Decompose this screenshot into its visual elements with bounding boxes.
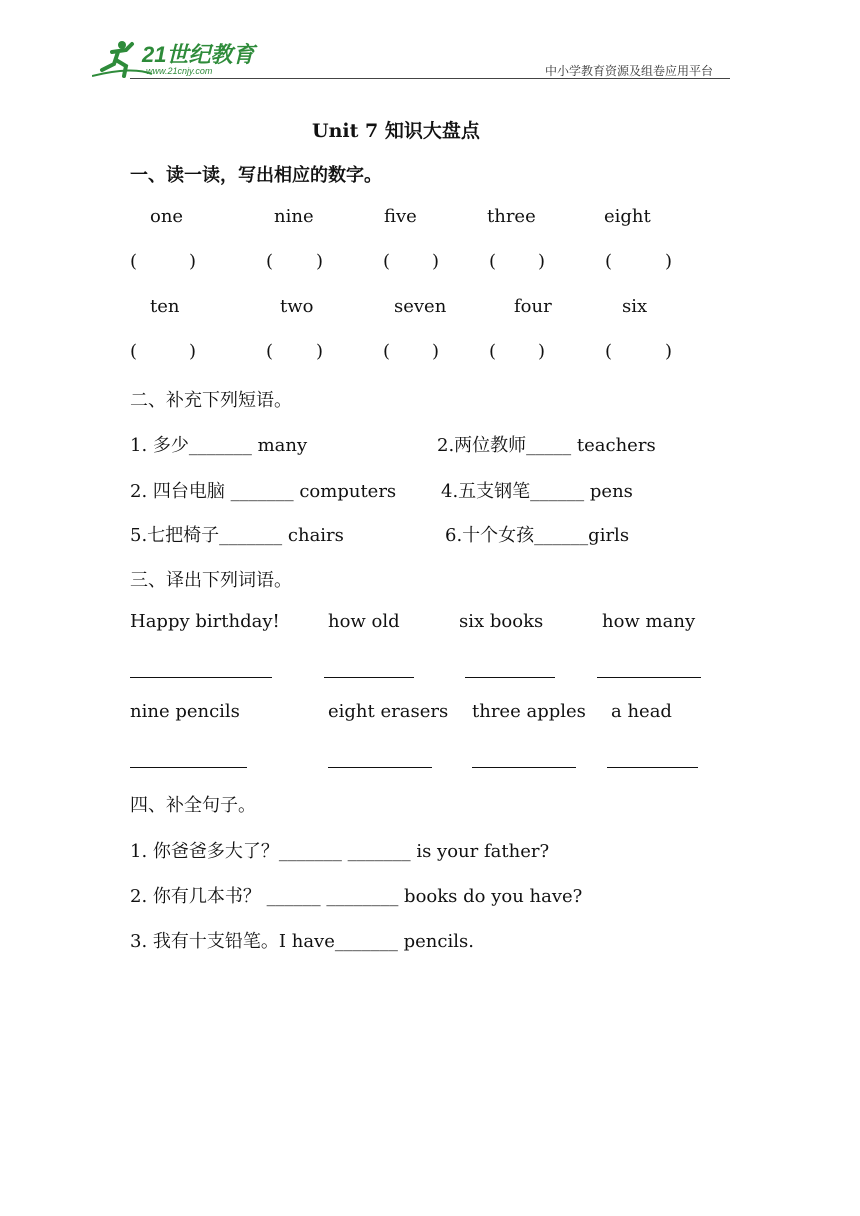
answer-paren-close: ) bbox=[538, 341, 546, 362]
phrase-item: 2.两位教师_____ teachers bbox=[437, 435, 656, 456]
word-item: five bbox=[384, 206, 417, 227]
word-item: eight bbox=[604, 206, 651, 227]
answer-blank-line bbox=[472, 767, 576, 768]
answer-paren-close: ) bbox=[189, 251, 197, 272]
word-item: six bbox=[622, 296, 648, 317]
word-item: ten bbox=[150, 296, 180, 317]
phrase-to-translate: how many bbox=[602, 611, 696, 632]
phrase-to-translate: eight erasers bbox=[328, 701, 449, 722]
answer-paren-open: ( bbox=[266, 251, 274, 272]
answer-paren-close: ) bbox=[538, 251, 546, 272]
word-item: four bbox=[514, 296, 552, 317]
page-title: Unit 7 知识大盘点 bbox=[312, 120, 480, 142]
section3-heading: 三、译出下列词语。 bbox=[130, 570, 292, 591]
answer-paren-open: ( bbox=[130, 341, 138, 362]
answer-blank-line bbox=[328, 767, 432, 768]
word-item: one bbox=[150, 206, 184, 227]
section1-heading: 一、读一读，写出相应的数字。 bbox=[130, 165, 382, 186]
phrase-to-translate: Happy birthday! bbox=[130, 611, 280, 632]
word-item: two bbox=[280, 296, 314, 317]
answer-blank-line bbox=[130, 677, 272, 678]
answer-paren-open: ( bbox=[489, 341, 497, 362]
answer-paren-close: ) bbox=[432, 341, 440, 362]
phrase-to-translate: three apples bbox=[472, 701, 586, 722]
answer-blank-line bbox=[324, 677, 414, 678]
answer-blank-line bbox=[607, 767, 698, 768]
phrase-to-translate: nine pencils bbox=[130, 701, 240, 722]
answer-blank-line bbox=[465, 677, 555, 678]
answer-paren-open: ( bbox=[383, 341, 391, 362]
phrase-item: 4.五支钢笔______ pens bbox=[441, 481, 633, 502]
sentence-item: 2. 你有几本书？ ______ ________ books do you have? bbox=[130, 886, 583, 907]
answer-paren-close: ) bbox=[316, 341, 324, 362]
logo-text: 21世纪教育 bbox=[142, 42, 255, 67]
word-item: three bbox=[487, 206, 536, 227]
phrase-item: 6.十个女孩______girls bbox=[445, 525, 630, 546]
answer-paren-close: ) bbox=[665, 251, 673, 272]
phrase-to-translate: six books bbox=[459, 611, 544, 632]
phrase-item: 1. 多少_______ many bbox=[130, 435, 308, 456]
phrase-item: 2. 四台电脑 _______ computers bbox=[130, 481, 397, 502]
logo-url: www.21cnjy.com bbox=[146, 66, 213, 76]
phrase-item: 5.七把椅子_______ chairs bbox=[130, 525, 344, 546]
answer-paren-open: ( bbox=[605, 341, 613, 362]
word-item: seven bbox=[394, 296, 447, 317]
answer-blank-line bbox=[597, 677, 701, 678]
section4-heading: 四、补全句子。 bbox=[130, 795, 256, 816]
answer-paren-open: ( bbox=[130, 251, 138, 272]
answer-paren-open: ( bbox=[266, 341, 274, 362]
answer-paren-open: ( bbox=[605, 251, 613, 272]
section2-heading: 二、补充下列短语。 bbox=[130, 390, 292, 411]
answer-paren-open: ( bbox=[383, 251, 391, 272]
phrase-to-translate: a head bbox=[611, 701, 672, 722]
sentence-item: 3. 我有十支铅笔。I have_______ pencils. bbox=[130, 931, 474, 952]
sentence-item: 1. 你爸爸多大了？_______ _______ is your father? bbox=[130, 841, 550, 862]
header-divider bbox=[130, 78, 730, 79]
word-item: nine bbox=[274, 206, 314, 227]
header-platform-text: 中小学教育资源及组卷应用平台 bbox=[545, 64, 714, 78]
answer-paren-close: ) bbox=[189, 341, 197, 362]
site-logo bbox=[92, 36, 262, 80]
answer-paren-close: ) bbox=[665, 341, 673, 362]
answer-blank-line bbox=[130, 767, 247, 768]
answer-paren-close: ) bbox=[316, 251, 324, 272]
answer-paren-open: ( bbox=[489, 251, 497, 272]
phrase-to-translate: how old bbox=[328, 611, 400, 632]
answer-paren-close: ) bbox=[432, 251, 440, 272]
